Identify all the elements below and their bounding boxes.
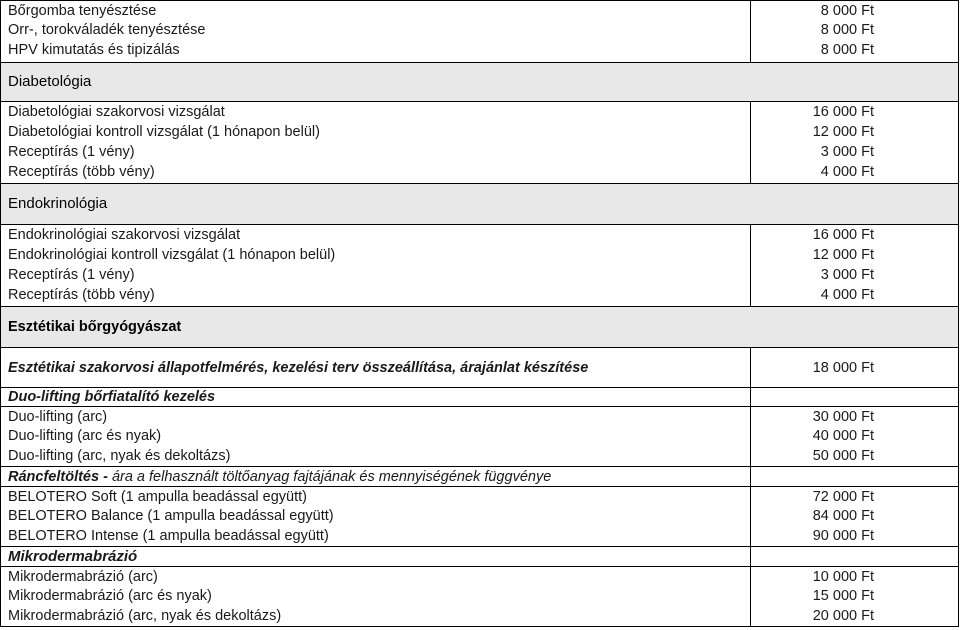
consultation-row: [0, 348, 959, 388]
table-row: [0, 122, 959, 142]
table-row: [0, 566, 959, 586]
service-price: 12 000 Ft: [751, 245, 959, 265]
subsection-title: Duo-lifting bőrfiatalító kezelés: [0, 388, 751, 406]
service-price: 8 000 Ft: [751, 1, 959, 20]
table-row: [0, 526, 959, 546]
table-row: [0, 285, 959, 306]
service-name: Duo-lifting (arc és nyak): [0, 426, 751, 446]
service-price: 8 000 Ft: [751, 40, 959, 62]
table-row: [0, 506, 959, 526]
service-name: BELOTERO Soft (1 ampulla beadással együtt): [0, 487, 751, 506]
service-price: 20 000 Ft: [751, 606, 959, 626]
service-name: Bőrgomba tenyésztése: [0, 1, 751, 20]
table-row: [0, 20, 959, 40]
subsection-title: Mikrodermabrázió: [0, 547, 751, 566]
service-name: Receptírás (1 vény): [0, 142, 751, 162]
filler-title-note: ára a felhasznált töltőanyag fajtájának és mennyiségének függvénye: [111, 469, 552, 485]
service-price: 3 000 Ft: [751, 265, 959, 285]
table-row: [0, 142, 959, 162]
subsection-title-row: [0, 388, 959, 406]
table-row: [0, 162, 959, 183]
table-row: [0, 40, 959, 62]
service-price: 18 000 Ft: [751, 348, 959, 387]
service-price: 30 000 Ft: [751, 407, 959, 426]
table-row: [0, 426, 959, 446]
service-name: Mikrodermabrázió (arc és nyak): [0, 586, 751, 606]
service-price: 3 000 Ft: [751, 142, 959, 162]
table-row: [0, 0, 959, 20]
service-price: 50 000 Ft: [751, 446, 959, 466]
service-name: Orr-, torokváladék tenyésztése: [0, 20, 751, 40]
subsection-title-row: [0, 546, 959, 566]
service-price: 84 000 Ft: [751, 506, 959, 526]
service-name: Diabetológiai kontroll vizsgálat (1 hónapon belül): [0, 122, 751, 142]
table-row: [0, 102, 959, 122]
service-name: HPV kimutatás és tipizálás: [0, 40, 751, 62]
filler-title-bold: Ráncfeltöltés -: [8, 469, 112, 485]
table-row: [0, 406, 959, 426]
table-row: [0, 586, 959, 606]
service-name: Duo-lifting (arc, nyak és dekoltázs): [0, 446, 751, 466]
service-name: BELOTERO Intense (1 ampulla beadással együtt): [0, 526, 751, 546]
service-price: 15 000 Ft: [751, 586, 959, 606]
section-header-endokrinologia: [0, 183, 959, 225]
service-name: Esztétikai szakorvosi állapotfelmérés, kezelési terv összeállítása, árajánlat készítése: [0, 348, 751, 387]
service-name: Receptírás (1 vény): [0, 265, 751, 285]
service-name: Endokrinológiai szakorvosi vizsgálat: [0, 225, 751, 245]
service-price: 16 000 Ft: [751, 102, 959, 122]
service-name: Mikrodermabrázió (arc, nyak és dekoltázs): [0, 606, 751, 626]
table-row: [0, 446, 959, 466]
service-name: Receptírás (több vény): [0, 285, 751, 306]
service-price: 10 000 Ft: [751, 567, 959, 586]
table-row: [0, 606, 959, 627]
service-name: Diabetológiai szakorvosi vizsgálat: [0, 102, 751, 122]
service-name: Receptírás (több vény): [0, 162, 751, 183]
service-price: 4 000 Ft: [751, 285, 959, 306]
section-header-diabetologia: [0, 62, 959, 102]
service-name: Duo-lifting (arc): [0, 407, 751, 426]
service-price: 4 000 Ft: [751, 162, 959, 183]
service-name: BELOTERO Balance (1 ampulla beadással együtt): [0, 506, 751, 526]
section-title: Endokrinológia: [0, 184, 751, 224]
subsection-title: [0, 467, 751, 486]
service-price: 72 000 Ft: [751, 487, 959, 506]
table-row: [0, 486, 959, 506]
section-header-esztetikai: [0, 306, 959, 348]
service-name: Mikrodermabrázió (arc): [0, 567, 751, 586]
service-price: 90 000 Ft: [751, 526, 959, 546]
service-name: Endokrinológiai kontroll vizsgálat (1 hónapon belül): [0, 245, 751, 265]
section-title: Esztétikai bőrgyógyászat: [0, 307, 751, 347]
service-price: 12 000 Ft: [751, 122, 959, 142]
subsection-title-row: [0, 466, 959, 486]
table-row: [0, 265, 959, 285]
service-price: 40 000 Ft: [751, 426, 959, 446]
service-price: 8 000 Ft: [751, 20, 959, 40]
service-price: 16 000 Ft: [751, 225, 959, 245]
section-title: Diabetológia: [0, 63, 751, 101]
table-row: [0, 225, 959, 245]
table-row: [0, 245, 959, 265]
